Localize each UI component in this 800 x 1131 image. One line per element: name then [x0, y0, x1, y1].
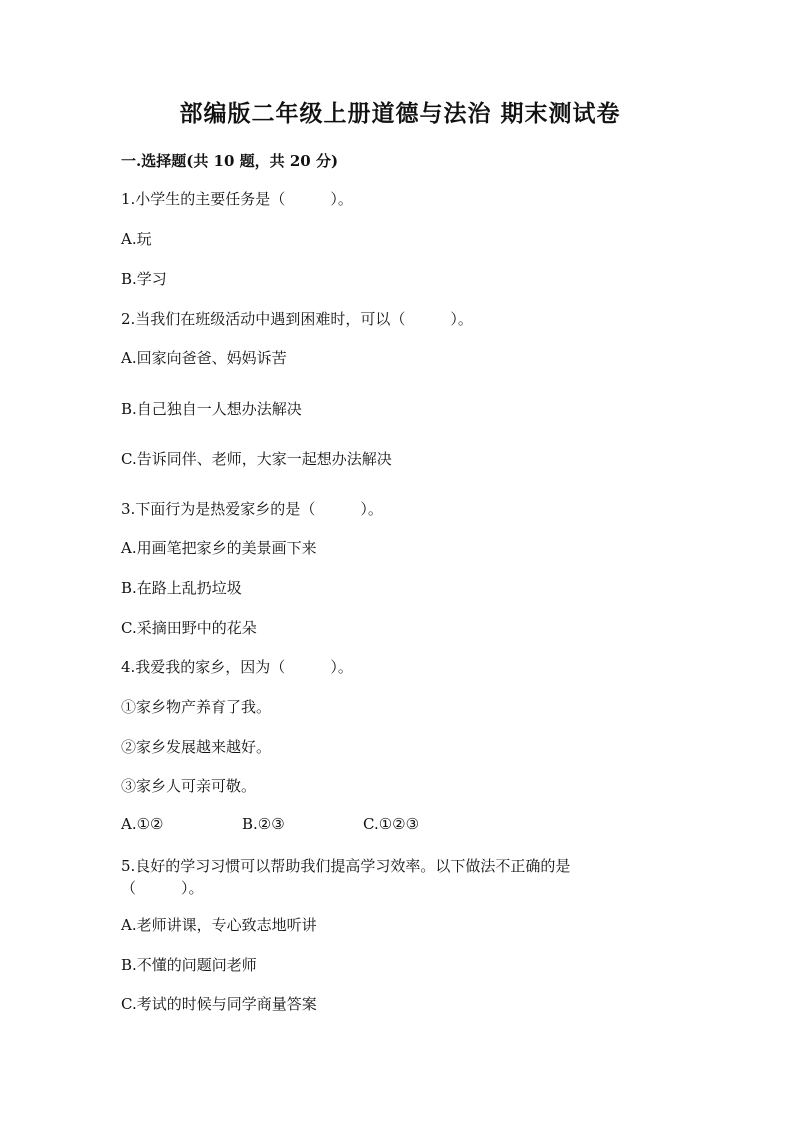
question-5-stem-line-2: （ ）。: [121, 879, 204, 897]
question-4-statement-1: ①家乡物产养育了我。: [121, 698, 272, 716]
question-4-options: [121, 815, 419, 833]
section-heading: 一.选择题(共 10 题，共 20 分): [121, 152, 339, 170]
question-4-option-b: B.②③: [242, 815, 285, 833]
question-1-stem: 1.小学生的主要任务是（ ）。: [121, 190, 353, 208]
question-5-stem: [121, 855, 570, 899]
question-1-option-a: A.玩: [121, 230, 152, 248]
question-4-option-c: C.①②③: [363, 815, 420, 833]
question-4-stem: 4.我爱我的家乡，因为（ ）。: [121, 658, 353, 676]
question-4-option-a: A.①②: [121, 815, 164, 833]
question-2-option-b: B.自己独自一人想办法解决: [121, 400, 302, 418]
question-5-option-a: A.老师讲课，专心致志地听讲: [121, 916, 317, 934]
question-3-stem: 3.下面行为是热爱家乡的是（ ）。: [121, 500, 383, 518]
question-5-option-b: B.不懂的问题问老师: [121, 956, 257, 974]
question-3-option-a: A.用画笔把家乡的美景画下来: [121, 539, 317, 557]
question-5-stem-line-1: 5.良好的学习习惯可以帮助我们提高学习效率。以下做法不正确的是: [121, 857, 571, 875]
question-3-option-c: C.采摘田野中的花朵: [121, 619, 257, 637]
question-5-option-c: C.考试的时候与同学商量答案: [121, 995, 317, 1013]
question-1-option-b: B.学习: [121, 270, 167, 288]
question-2-stem: 2.当我们在班级活动中遇到困难时，可以（ ）。: [121, 310, 473, 328]
question-4-statement-2: ②家乡发展越来越好。: [121, 738, 272, 756]
question-2-option-c: C.告诉同伴、老师，大家一起想办法解决: [121, 450, 392, 468]
question-2-option-a: A.回家向爸爸、妈妈诉苦: [121, 349, 287, 367]
question-4-statement-3: ③家乡人可亲可敬。: [121, 777, 257, 795]
exam-title: 部编版二年级上册道德与法治 期末测试卷: [179, 100, 621, 127]
question-3-option-b: B.在路上乱扔垃圾: [121, 579, 242, 597]
